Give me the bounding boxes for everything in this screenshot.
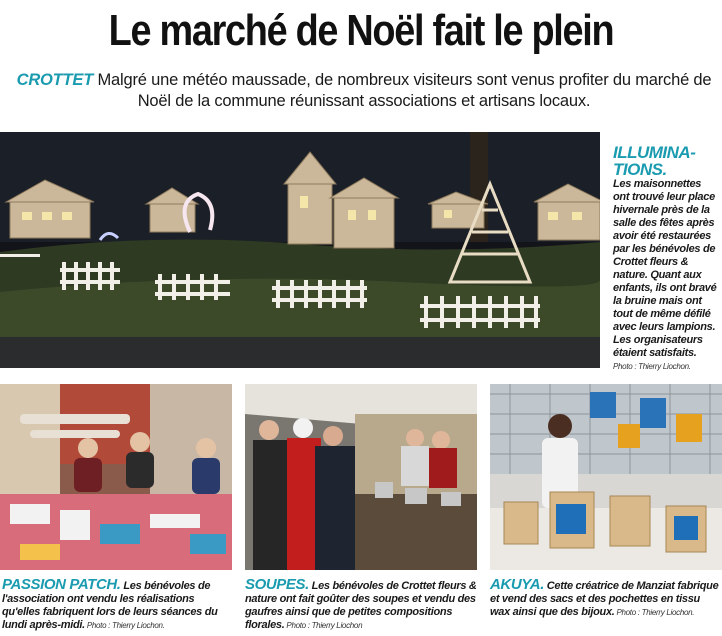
main-caption-kicker: ILLUMINA-TIONS. [613,143,696,179]
main-photo [0,132,600,368]
caption-passion-patch [2,578,234,632]
main-caption-text: Les maisonnettes ont trouvé leur place hivernale près de la salle des fêtes après avoir été restaurées par les bénévoles de Crottet fleurs & nature. Quant aux enfants, ils ont bravé la bruine mais ont tout de même défilé avec leurs lampions. Les organisateurs étaient satisfaits. [613,178,717,359]
chapo [14,70,714,112]
caption-1-kicker: PASSION PATCH. [2,576,121,593]
main-photo-credit: Photo : Thierry Liochon. [613,362,691,371]
caption-3-kicker: AKUYA. [490,576,544,593]
caption-3-text: Cette créatrice de Manziat fabrique et vend des sacs et des pochettes en tissu wax ainsi que des bijoux. [490,580,719,618]
main-photo-caption [613,144,717,373]
headline: Le marché de Noël fait le plein [108,6,614,55]
caption-1-credit: Photo : Thierry Liochon. [84,621,165,630]
caption-1-text: Les bénévoles de l'association ont vendu les réalisations qu'elles fabriquent lors de leurs séances du lundi après-midi. [2,580,218,631]
photo-passion-patch [0,384,232,570]
photo-akuya [490,384,722,570]
caption-2-credit: Photo : Thierry Liochon [284,621,363,630]
caption-akuya [490,578,722,619]
caption-2-text: Les bénévoles de Crottet fleurs & nature ont fait goûter des soupes et vendu des gaufres ainsi que de petites compositions florales. [245,580,477,631]
photo-soupes [245,384,477,570]
caption-soupes [245,578,477,632]
caption-3-credit: Photo : Thierry Liochon. [614,608,695,617]
chapo-kicker: CROTTET [16,71,94,89]
caption-2-kicker: SOUPES. [245,576,309,593]
chapo-text: Malgré une météo maussade, de nombreux visiteurs sont venus profiter du marché de Noël de la commune réunissant associations et artisans locaux. [93,71,712,110]
